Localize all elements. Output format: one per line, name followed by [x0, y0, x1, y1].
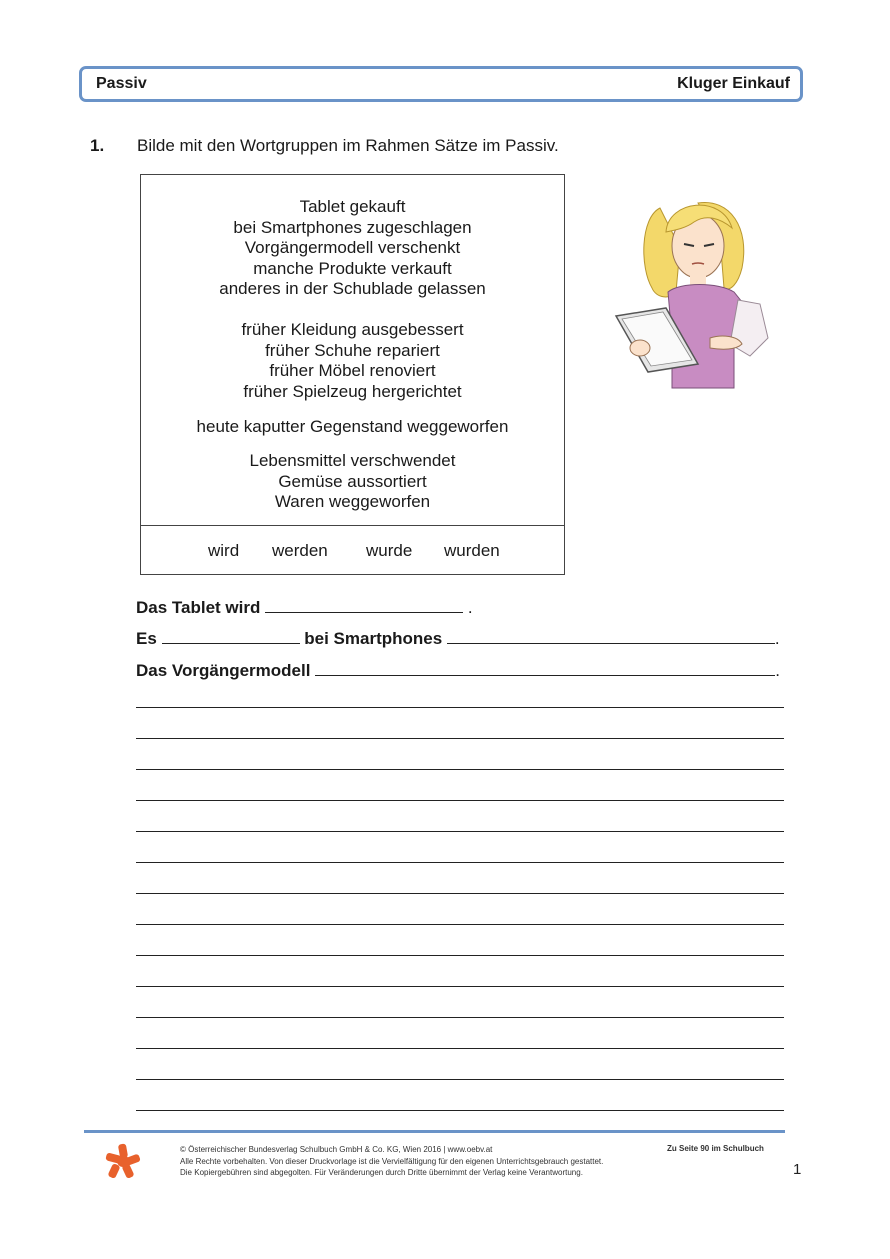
verb-item: wurden	[444, 541, 500, 560]
writing-line[interactable]	[136, 738, 784, 739]
writing-line[interactable]	[136, 707, 784, 708]
footer-line: Die Kopiergebühren sind abgegolten. Für Veränderungen durch Dritte übernimmt der Verlag keine Verantwortung.	[180, 1168, 583, 1177]
header-title: Kluger Einkauf	[677, 75, 790, 92]
writing-line[interactable]	[136, 924, 784, 925]
word-group-3	[141, 417, 564, 438]
writing-line[interactable]	[136, 1110, 784, 1111]
verb-item: wurde	[366, 541, 413, 560]
word-group-area	[141, 175, 564, 526]
sentence-start: Das Vorgängermodell	[136, 661, 311, 680]
writing-line[interactable]	[136, 893, 784, 894]
writing-line[interactable]	[136, 955, 784, 956]
footer-copyright	[180, 1144, 603, 1179]
verb-item: wird	[208, 541, 240, 560]
word-item: Tablet gekauft	[299, 197, 406, 216]
word-item: anderes in der Schublade gelassen	[219, 279, 486, 298]
answer-blank[interactable]	[315, 659, 775, 676]
word-item: manche Produkte verkauft	[253, 258, 452, 278]
answer-blank[interactable]	[265, 596, 463, 613]
verb-item: werden	[272, 541, 328, 560]
writing-line[interactable]	[136, 1017, 784, 1018]
publisher-logo-icon	[104, 1142, 142, 1180]
writing-line[interactable]	[136, 800, 784, 801]
word-item: früher Kleidung ausgebessert	[241, 320, 464, 339]
task-number: 1.	[90, 136, 105, 155]
sentence-start: Das Tablet wird	[136, 598, 261, 617]
answer-blank[interactable]	[447, 627, 775, 644]
word-item: Vorgängermodell verschenkt	[244, 238, 461, 257]
word-group-2	[141, 320, 564, 402]
sentence-2	[136, 627, 780, 649]
sentence-end: .	[775, 661, 780, 680]
word-item: früher Schuhe repariert	[265, 340, 440, 360]
header-box	[79, 66, 803, 102]
sentence-start: Es	[136, 629, 157, 648]
writing-line[interactable]	[136, 986, 784, 987]
writing-line[interactable]	[136, 769, 784, 770]
word-group-4	[141, 451, 564, 513]
writing-line[interactable]	[136, 1048, 784, 1049]
answer-blank[interactable]	[162, 627, 300, 644]
sentence-middle: bei Smartphones	[304, 629, 443, 648]
writing-line[interactable]	[136, 1079, 784, 1080]
word-item: früher Spielzeug hergerichtet	[243, 381, 462, 401]
sentence-end: .	[467, 598, 473, 617]
writing-line[interactable]	[136, 831, 784, 832]
task-instruction: Bilde mit den Wortgruppen im Rahmen Sätze im Passiv.	[137, 136, 559, 155]
word-item: bei Smartphones zugeschlagen	[233, 217, 472, 237]
footer-reference: Zu Seite 90 im Schulbuch	[667, 1144, 764, 1153]
sentence-end: .	[774, 629, 780, 648]
sentence-1	[136, 596, 473, 618]
word-item: früher Möbel renoviert	[269, 361, 436, 380]
header-topic: Passiv	[96, 75, 147, 92]
footer-divider	[84, 1130, 785, 1133]
word-item: heute kaputter Gegenstand weggeworfen	[196, 417, 509, 436]
girl-with-tablet-illustration	[610, 188, 790, 400]
word-item: Waren weggeworfen	[274, 492, 431, 511]
footer-line: © Österreichischer Bundesverlag Schulbuch GmbH & Co. KG, Wien 2016 | www.oebv.at	[180, 1145, 493, 1154]
word-item: Lebensmittel verschwendet	[249, 451, 456, 470]
word-box	[140, 174, 565, 575]
sentence-3	[136, 659, 780, 681]
word-item: Gemüse aussortiert	[278, 471, 427, 491]
writing-line[interactable]	[136, 862, 784, 863]
page-number: 1	[793, 1161, 802, 1178]
word-group-1	[141, 197, 564, 300]
footer-line: Alle Rechte vorbehalten. Von dieser Druckvorlage ist die Vervielfältigung für den eigenen Unterrichtsgebrauch gestattet.	[180, 1156, 604, 1166]
